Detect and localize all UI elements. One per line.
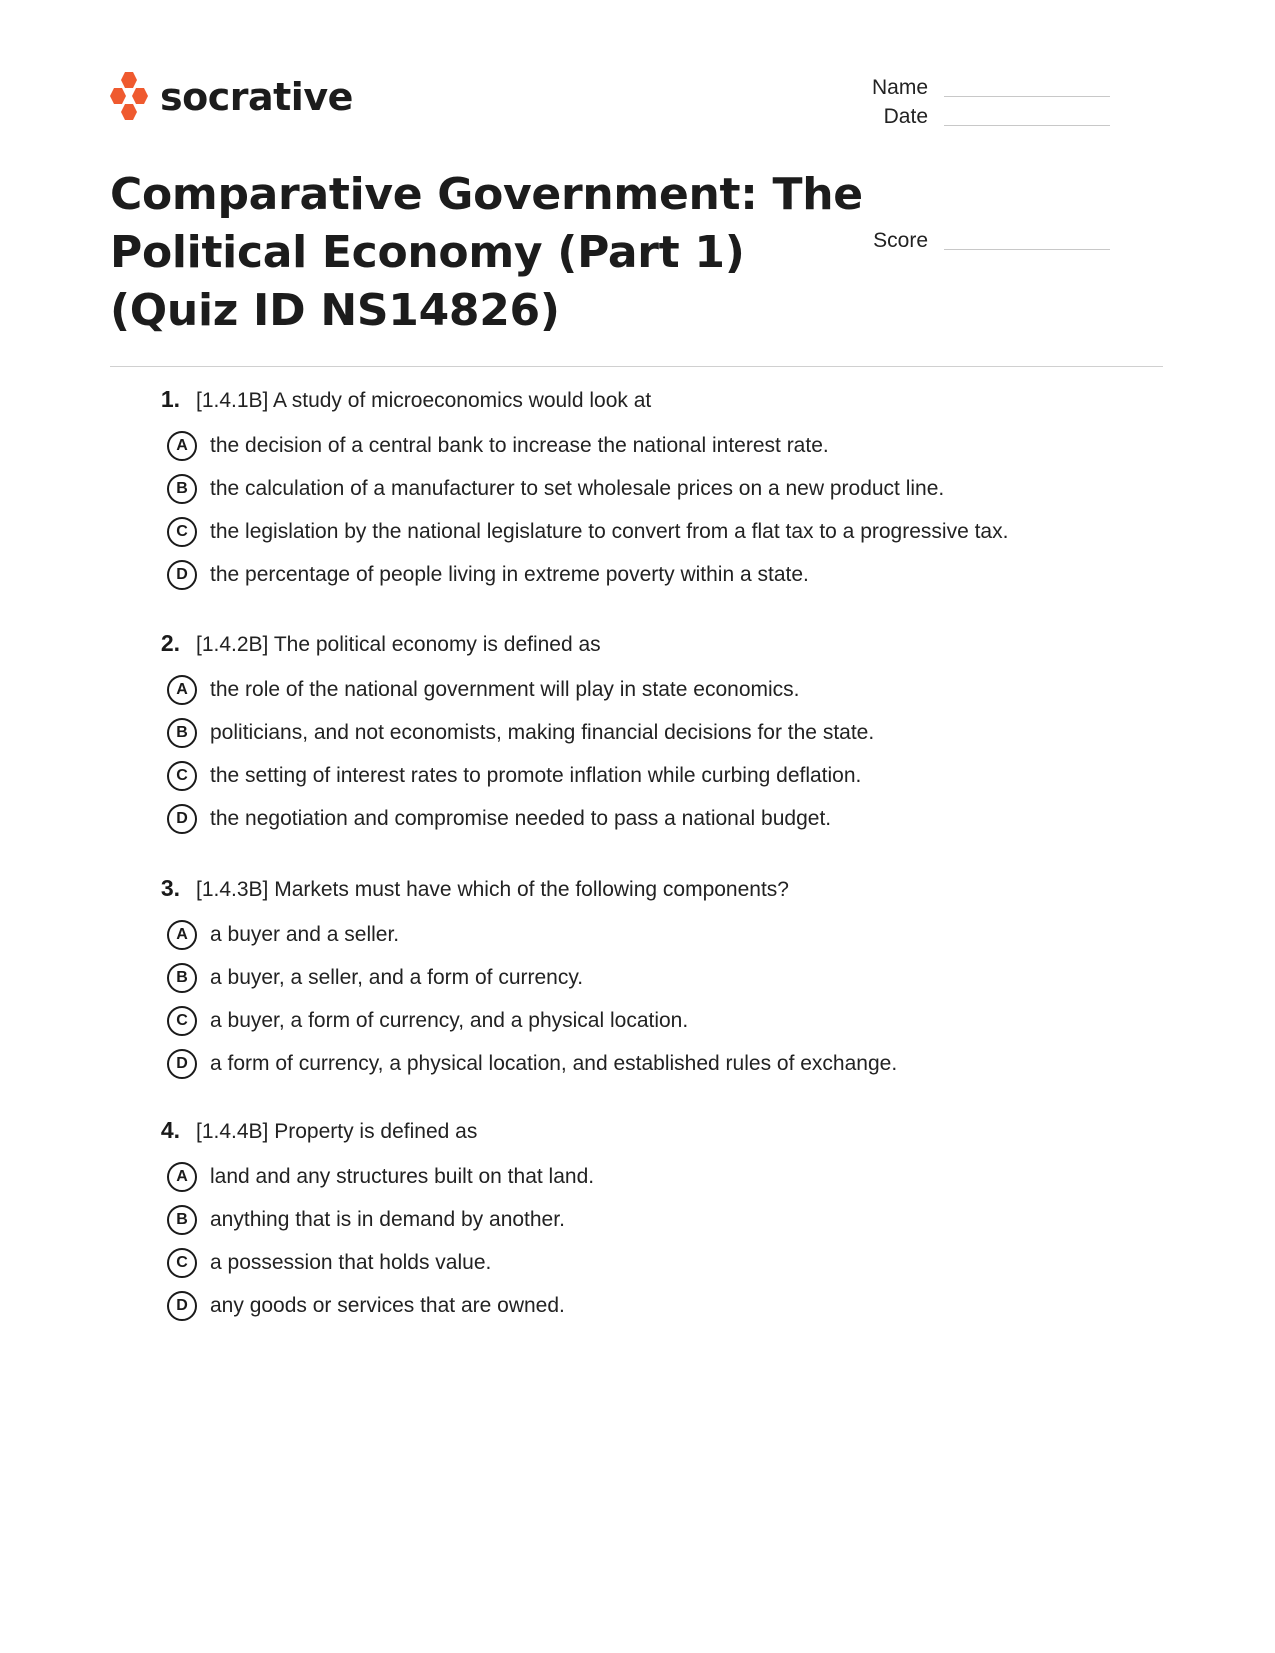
option-text: a buyer, a form of currency, and a physical location. [210,1008,689,1032]
option-text: the setting of interest rates to promote inflation while curbing deflation. [210,763,862,787]
option-letter-circle[interactable]: A [167,1162,197,1192]
quiz-title: Comparative Government: The Political Economy (Part 1) (Quiz ID NS14826) [110,169,863,336]
question-text: [1.4.2B] The political economy is defined as [196,633,601,656]
question-2 [110,630,1163,840]
option-text: the percentage of people living in extreme poverty within a state. [210,562,809,586]
option-text: a buyer, a seller, and a form of currency. [210,965,584,989]
option-letter-circle[interactable]: D [167,560,197,590]
answer-option-a[interactable] [110,424,1163,467]
option-text: the role of the national government will play in state economics. [210,677,800,701]
score-label: Score [873,229,928,252]
option-letter-circle[interactable]: D [167,1049,197,1079]
option-text: a buyer and a seller. [210,922,400,946]
answer-option-d[interactable] [110,553,1163,596]
option-text: the legislation by the national legislature to convert from a flat tax to a progressive tax. [210,519,1009,543]
option-text: a possession that holds value. [210,1250,492,1274]
question-header [110,875,1163,913]
question-3 [110,875,1163,1085]
name-field [872,76,1110,100]
option-letter-circle[interactable]: C [167,1006,197,1036]
question-number: 2. [160,630,180,656]
question-header [110,630,1163,668]
question-number: 4. [160,1117,180,1143]
answer-option-a[interactable] [110,1155,1163,1198]
option-text: land and any structures built on that land. [210,1164,595,1188]
question-4 [110,1117,1163,1327]
option-letter-circle[interactable]: A [167,675,197,705]
option-letter-circle[interactable]: C [167,1248,197,1278]
option-text: politicians, and not economists, making financial decisions for the state. [210,720,875,744]
answer-option-c[interactable] [110,754,1163,797]
answer-option-d[interactable] [110,1042,1163,1085]
question-header [110,1117,1163,1155]
score-field [872,229,1110,253]
date-field [872,105,1110,129]
option-letter-circle[interactable]: A [167,431,197,461]
date-line [944,124,1110,126]
question-text: [1.4.4B] Property is defined as [196,1120,478,1143]
option-text: the negotiation and compromise needed to pass a national budget. [210,806,832,830]
header-divider [110,366,1163,367]
brand-name: socrative [160,75,353,119]
answer-option-b[interactable] [110,1198,1163,1241]
option-letter-circle[interactable]: A [167,920,197,950]
option-text: anything that is in demand by another. [210,1207,565,1231]
option-letter-circle[interactable]: B [167,474,197,504]
question-text: [1.4.1B] A study of microeconomics would look at [196,389,652,412]
date-label: Date [883,105,928,128]
option-text: the calculation of a manufacturer to set wholesale prices on a new product line. [210,476,945,500]
option-text: the decision of a central bank to increase the national interest rate. [210,433,829,457]
answer-option-c[interactable] [110,999,1163,1042]
question-header [110,386,1163,424]
option-text: any goods or services that are owned. [210,1293,565,1317]
answer-option-c[interactable] [110,510,1163,553]
question-text: [1.4.3B] Markets must have which of the following components? [196,878,789,901]
option-letter-circle[interactable]: C [167,761,197,791]
answer-option-d[interactable] [110,797,1163,840]
score-line [944,248,1110,250]
question-1 [110,386,1163,596]
name-line [944,95,1110,97]
answer-option-b[interactable] [110,467,1163,510]
option-letter-circle[interactable]: B [167,963,197,993]
option-letter-circle[interactable]: C [167,517,197,547]
option-letter-circle[interactable]: D [167,1291,197,1321]
option-letter-circle[interactable]: B [167,1205,197,1235]
option-text: a form of currency, a physical location, and established rules of exchange. [210,1051,898,1075]
answer-option-d[interactable] [110,1284,1163,1327]
question-number: 3. [160,875,180,901]
option-letter-circle[interactable]: D [167,804,197,834]
answer-option-a[interactable] [110,668,1163,711]
name-label: Name [872,76,929,99]
question-number: 1. [160,386,180,412]
hexagon-logo-icon [110,72,148,122]
answer-option-a[interactable] [110,913,1163,956]
answer-option-c[interactable] [110,1241,1163,1284]
socrative-logo [110,72,353,122]
answer-option-b[interactable] [110,956,1163,999]
answer-option-b[interactable] [110,711,1163,754]
option-letter-circle[interactable]: B [167,718,197,748]
